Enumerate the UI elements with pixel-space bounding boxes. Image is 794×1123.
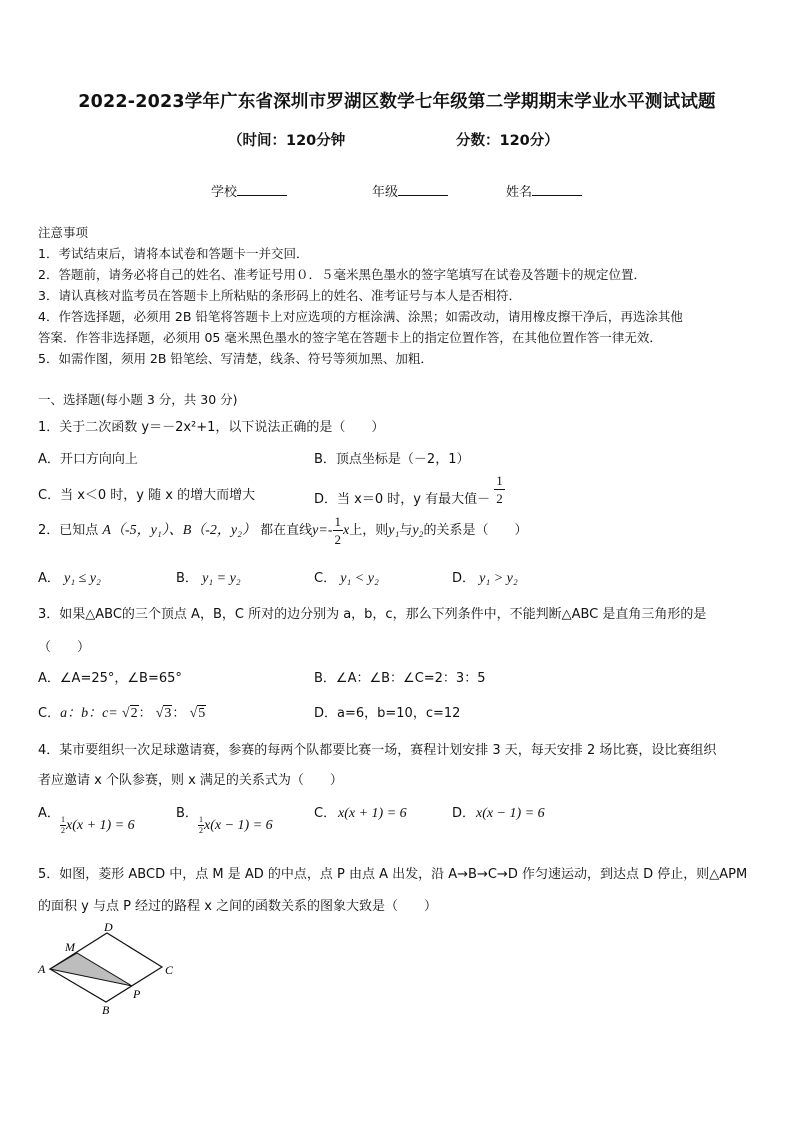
fraction-denominator: 2 <box>199 826 203 835</box>
label-a: A <box>38 962 46 976</box>
q2-y2: y₂ <box>412 523 424 538</box>
question-2-stem <box>38 515 527 546</box>
notes-heading: 注意事项 <box>38 225 89 240</box>
sqrt-2: √2 <box>121 706 138 721</box>
note-item: 3．请认真核对监考员在答题卡上所粘贴的条形码上的姓名、准考证号与本人是否相符． <box>38 288 521 303</box>
ratio-colon: ： <box>138 706 152 721</box>
option-label: A． <box>38 571 60 586</box>
section-heading: 一、选择题(每小题 3 分，共 30 分) <box>38 392 238 407</box>
q2-option-d <box>452 567 518 587</box>
option-label: C． <box>314 571 337 586</box>
q2-text: 都在直线 <box>260 523 313 538</box>
fraction-denominator: 2 <box>61 826 65 835</box>
q4-d-expr: x(x − 1) = 6 <box>476 806 545 821</box>
q3-option-c <box>38 702 206 722</box>
question-4-stem-cont: 者应邀请 x 个队参赛，则 x 满足的关系式为（ ） <box>38 773 343 788</box>
question-1-stem: 1．关于二次函数 y＝－2x²+1，以下说法正确的是（ ） <box>38 420 385 435</box>
question-4-stem: 4．某市要组织一次足球邀请赛，参赛的每两个队都要比赛一场，赛程计划安排 3 天，每天安排 2 场比赛，设比赛组织 <box>38 743 717 758</box>
radicand: 2 <box>130 706 138 721</box>
q2-fraction <box>333 515 344 546</box>
q4-option-d <box>476 806 545 822</box>
q2-option-b <box>176 567 241 587</box>
q3-option-b: B．∠A：∠B：∠C=2：3：5 <box>314 671 486 686</box>
option-math: y₁ < y₂ <box>340 571 379 586</box>
note-item: 1．考试结束后，请将本试卷和答题卡一并交回． <box>38 246 309 261</box>
q4-c-expr: x(x + 1) = 6 <box>338 806 407 821</box>
q4-option-a-label: A． <box>38 806 60 821</box>
q4-option-c-label: C． <box>314 806 337 821</box>
school-blank <box>237 183 287 196</box>
page-title: 2022-2023学年广东省深圳市罗湖区数学七年级第二学期期末学业水平测试试题 <box>78 92 716 112</box>
q2-text: 与 <box>399 523 413 538</box>
option-math: y₁ ≤ y₂ <box>64 571 101 586</box>
fraction-denominator: 2 <box>334 532 341 547</box>
label-p: P <box>133 987 141 1001</box>
school-field <box>211 181 287 200</box>
q2-y1: y₁ <box>388 523 400 538</box>
q3-option-a: A．∠A=25°，∠B=65° <box>38 671 182 686</box>
fraction-numerator: 1 <box>61 815 65 824</box>
label-c: C <box>165 963 174 977</box>
note-item: 2．答题前，请务必将自己的姓名、准考证号用０．５毫米黑色墨水的签字笔填写在试卷及答题卡的规定位置． <box>38 267 646 282</box>
name-blank <box>532 183 582 196</box>
q2-line-y: y=- <box>312 523 333 538</box>
note-item: 5．如需作图，须用 2B 铅笔绘、写清楚，线条、符号等须加黑、加粗． <box>38 351 433 366</box>
q1-option-d-fraction <box>494 474 505 505</box>
q4-option-c <box>338 806 407 822</box>
q4-a-expr: x(x + 1) = 6 <box>66 818 135 833</box>
option-label: D． <box>452 571 476 586</box>
q4-option-b-label: B． <box>176 806 198 821</box>
label-d: D <box>104 920 113 934</box>
grade-field <box>372 181 448 200</box>
q2-text: 上，则 <box>349 523 389 538</box>
option-label: B． <box>176 571 198 586</box>
shaded-triangle-apm <box>50 953 132 986</box>
q1-option-d-text: D．当 x＝0 时，y 有最大值－ <box>314 492 491 507</box>
q1-option-b: B．顶点坐标是（－2，1） <box>314 452 470 467</box>
question-3-stem-cont: （ ） <box>38 640 91 655</box>
fraction-numerator: 1 <box>334 514 341 529</box>
school-label: 学校 <box>211 185 238 200</box>
q1-option-d <box>314 474 505 505</box>
q2-text: 的关系是（ ） <box>423 523 528 538</box>
option-label: C． <box>38 706 61 721</box>
radicand: 3 <box>164 706 172 721</box>
q1-option-a: A．开口方向向上 <box>38 452 138 467</box>
label-b: B <box>102 1003 110 1017</box>
sqrt-5: √5 <box>189 706 206 721</box>
radicand: 5 <box>198 706 206 721</box>
ratio-colon: ： <box>172 706 186 721</box>
q1-option-c: C．当 x＜0 时，y 随 x 的增大而增大 <box>38 488 256 503</box>
sqrt-3: √3 <box>155 706 172 721</box>
q2-line-x: x <box>343 523 350 538</box>
q2-text: 2．已知点 <box>38 523 99 538</box>
fraction-numerator: 1 <box>199 815 203 824</box>
option-math: y₁ > y₂ <box>479 571 518 586</box>
q3-ratio: a：b：c= <box>60 706 118 721</box>
q2-option-a <box>38 567 101 587</box>
q4-option-b <box>198 816 273 835</box>
q2-option-c <box>314 567 379 587</box>
option-math: y₁ = y₂ <box>202 571 241 586</box>
rhombus-figure <box>30 918 190 1018</box>
q4-option-d-label: D． <box>452 806 476 821</box>
q3-option-d: D．a=6，b=10，c=12 <box>314 706 461 721</box>
question-5-stem: 5．如图，菱形 ABCD 中，点 M 是 AD 的中点，点 P 由点 A 出发，沿 A→B→C→D 作匀速运动，到达点 D 停止，则△APM <box>38 867 748 882</box>
note-item: 答案．作答非选择题，必须用 05 毫米黑色墨水的签字笔在答题卡上的指定位置作答，在其他位置作答一律无效． <box>38 330 662 345</box>
label-m: M <box>65 940 75 954</box>
fraction-numerator: 1 <box>496 473 503 488</box>
question-5-stem-cont: 的面积 y 与点 P 经过的路程 x 之间的函数关系的图象大致是（ ） <box>38 899 438 914</box>
q4-b-expr: x(x − 1) = 6 <box>204 818 273 833</box>
grade-label: 年级 <box>372 185 399 200</box>
q4-option-a <box>60 816 135 835</box>
exam-score: 分数：120分） <box>456 133 559 149</box>
fraction-denominator: 2 <box>496 491 503 506</box>
name-field <box>506 181 582 200</box>
name-label: 姓名 <box>506 185 533 200</box>
question-3-stem: 3．如果△ABC的三个顶点 A，B，C 所对的边分别为 a，b，c，那么下列条件中，不能判断△ABC 是直角三角形的是 <box>38 607 707 622</box>
q2-points: A（-5，y₁）、B（-2，y₂） <box>102 523 257 538</box>
note-item: 4．作答选择题，必须用 2B 铅笔将答题卡上对应选项的方框涂满、涂黑；如需改动，请用橡皮擦干净后，再选涂其他 <box>38 309 683 324</box>
exam-time: （时间：120分钟 <box>228 133 346 149</box>
grade-blank <box>398 183 448 196</box>
